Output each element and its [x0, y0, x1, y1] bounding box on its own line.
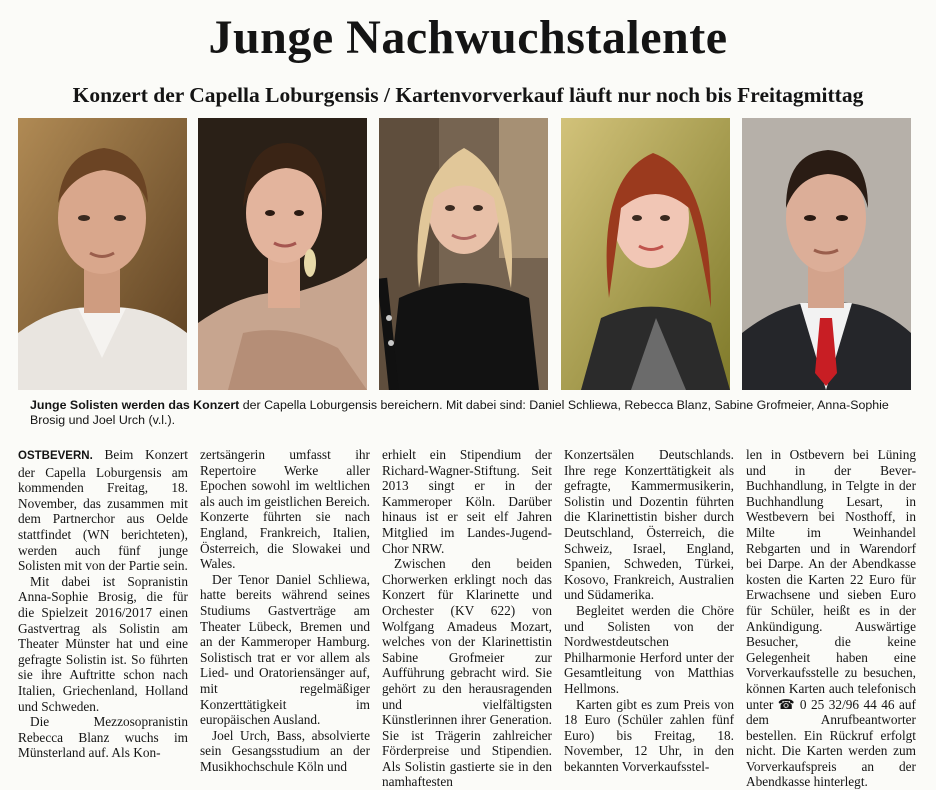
- subheadline: Konzert der Capella Loburgensis / Kartenvorverkauf läuft nur noch bis Freitagmittag: [72, 83, 864, 107]
- article-paragraph: Der Tenor Daniel Schliewa, hatte bereits während seines Studiums Gastverträge am Theater Lübeck, Bremen und an der Kammeroper Hamburg. Solistisch trat er vor allem als Lied- und Oratoriensänger auf, mit regelmäßiger Konzerttätigkeit im europäischen Ausland.: [200, 571, 370, 728]
- article-paragraph: Karten gibt es zum Preis von 18 Euro (Schüler zahlen fünf Euro) bis Freitag, 18. November, 12 Uhr, in den bekannten Vorverkaufsstel-: [564, 696, 734, 774]
- headline: Junge Nachwuchstalente: [208, 11, 728, 64]
- article-paragraph: Zwischen den beiden Chorwerken erklingt noch das Konzert für Klarinette und Orchester (KV 622) von Wolfgang Amadeus Mozart, welches von der Klarinettistin Sabine Grofmeier zur Aufführung gebracht wird. Sie gehört zu den herausragenden und vielfältigsten Künstlerinnen ihrer Generation. Sie ist Trägerin zahlreicher Förderpreise und Stipendien. Als Solistin gastierte sie in den namhaftesten: [382, 556, 552, 790]
- article-paragraph: zertsängerin umfasst ihr Repertoire Werke aller Epochen sowohl im weltlichen als auch im geistlichen Bereich. Konzerte führten sie nach England, Frankreich, Italien, Österreich, die Slowakei und Wales.: [200, 447, 370, 572]
- portrait-young-man-image: [18, 118, 187, 390]
- caption-lead: Junge Solisten werden das Konzert: [30, 398, 240, 412]
- photo-caption: [30, 398, 910, 428]
- portrait-man-suit-image: [742, 118, 911, 390]
- article-paragraph: [18, 447, 188, 574]
- article-column-2: [200, 447, 370, 774]
- article-column-5: [746, 447, 916, 790]
- photo-rebecca-blanz: [198, 118, 367, 390]
- portrait-blonde-clarinetist-image: [379, 118, 548, 390]
- photo-sabine-grofmeier: [379, 118, 548, 390]
- portrait-woman-dark-hair-image: [198, 118, 367, 390]
- caption-text: der Capella Loburgensis bereichern. Mit dabei sind: Daniel Schliewa, Rebecca Blanz, Sabine Grofmeier, Anna-Sophie Brosig und Joel Urch (v.l.).: [30, 398, 889, 427]
- article-paragraph: Konzertsälen Deutschlands. Ihre rege Konzerttätigkeit als gefragte, Kammermusikerin, Solistin und Dozentin führten die Klarinettistin bisher durch Deutschland, Österreich, die Schweiz, Israel, England, Spanien, Schweden, Türkei, Kosovo, Frankreich, Australien und Südamerika.: [564, 447, 734, 603]
- article-column-4: [564, 447, 734, 774]
- article-column-1: [18, 447, 188, 761]
- photo-anna-sophie-brosig: [561, 118, 730, 390]
- portrait-red-hair-woman-image: [561, 118, 730, 390]
- article-body: [18, 447, 918, 790]
- paragraph-text: Beim Konzert der Capella Loburgensis am kommenden Freitag, 18. November, das zusammen mit dem Partnerchor aus Oelde stattfindet (WN berichteten), werden auch fünf junge Solisten mit von der Partie sein.: [18, 447, 188, 574]
- photo-strip: [0, 118, 936, 390]
- article-paragraph: erhielt ein Stipendium der Richard-Wagner-Stiftung. Seit 2013 singt er in der Kammeroper Köln. Darüber hinaus ist er seit elf Jahren Mitglied im Landes-Jugend-Chor NRW.: [382, 447, 552, 556]
- article-paragraph: Begleitet werden die Chöre und Solisten von der Nordwestdeutschen Philharmonie Herford unter der Gesamtleitung von Matthias Hellmons.: [564, 602, 734, 696]
- photo-daniel-schliewa: [18, 118, 187, 390]
- dateline: OSTBEVERN.: [18, 450, 93, 462]
- article-paragraph: Joel Urch, Bass, absolvierte sein Gesangsstudium an der Musikhochschule Köln und: [200, 727, 370, 774]
- article-paragraph: len in Ostbevern bei Lüning und in der Bever-Buchhandlung, in Telgte in der Buchhandlung Lesart, in Westbevern bei Nosthoff, in Milte im Weinhandel Rebgarten und in Warendorf bei Darpe. An der Abendkasse kosten die Karten 22 Euro für Erwachsene und sieben Euro für Schüler, heißt es in der Ankündigung. Auswärtige Besucher, die keine Gelegenheit haben eine Vorverkaufsstelle zu besuchen, können Karten auch telefonisch unter ☎ 0 25 32/96 44 46 auf dem Anrufbeantworter bestellen. Ein Rückruf erfolgt nicht. Die Karten werden zum Vorverkaufspreis an der Abendkasse hinterlegt.: [746, 447, 916, 790]
- article-paragraph: Mit dabei ist Sopranistin Anna-Sophie Brosig, die für die Spielzeit 2016/2017 einen Gastvertrag als Solistin am Theater Münster hat und eine gefragte Solistin ist. So führten sie ihre Auftritte schon nach Italien, Griechenland, Holland und Schweden.: [18, 573, 188, 714]
- article-column-3: [382, 447, 552, 790]
- article-paragraph: Die Mezzosopranistin Rebecca Blanz wuchs im Münsterland auf. Als Kon-: [18, 714, 188, 761]
- photo-joel-urch: [742, 118, 911, 390]
